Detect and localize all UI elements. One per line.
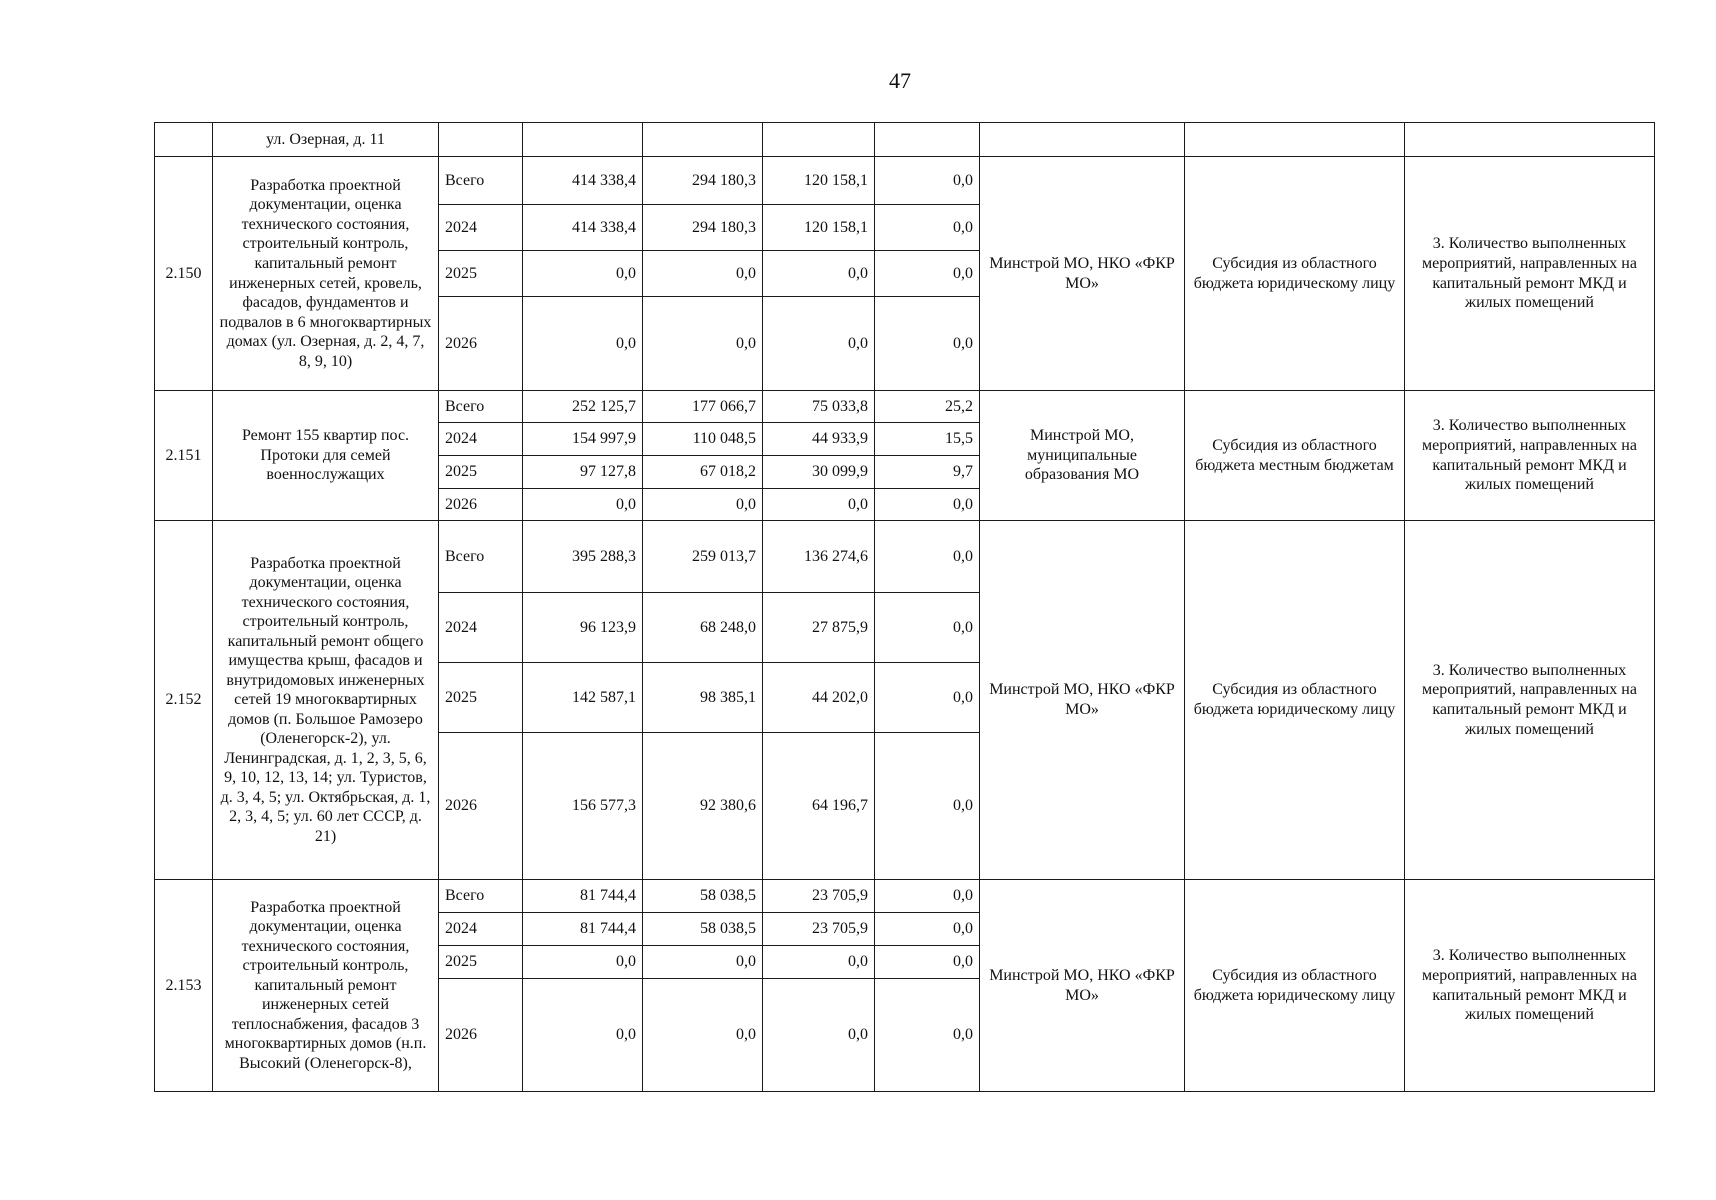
value-regional: 0,0 xyxy=(643,979,763,1092)
value-federal: 75 033,8 xyxy=(763,391,875,423)
value-total: 0,0 xyxy=(523,489,643,521)
value-regional: 92 380,6 xyxy=(643,733,763,880)
value-local: 0,0 xyxy=(875,251,980,297)
value-regional: 67 018,2 xyxy=(643,456,763,489)
table-row xyxy=(155,391,1655,423)
value-regional: 294 180,3 xyxy=(643,205,763,251)
executor-cell: Минстрой МО, НКО «ФКР МО» xyxy=(980,521,1185,880)
value-regional: 0,0 xyxy=(643,489,763,521)
year-cell: Всего xyxy=(439,391,523,423)
value-regional: 0,0 xyxy=(643,297,763,391)
value-regional: 259 013,7 xyxy=(643,521,763,593)
value-federal: 44 202,0 xyxy=(763,663,875,733)
year-cell: Всего xyxy=(439,880,523,913)
funding-source-cell: Субсидия из областного бюджета юридическому лицу xyxy=(1185,521,1405,880)
activity-number: 2.153 xyxy=(155,880,213,1092)
value-total: 154 997,9 xyxy=(523,423,643,456)
value-total: 252 125,7 xyxy=(523,391,643,423)
year-cell: 2025 xyxy=(439,663,523,733)
value-regional: 68 248,0 xyxy=(643,593,763,663)
activity-name: Разработка проектной документации, оценка технического состояния, строительный контроль, капитальный ремонт инженерных сетей теплоснабжения, фасадов 3 многоквартирных домов (н.п. Высокий (Оленегорск-8), xyxy=(213,880,439,1092)
year-cell: 2025 xyxy=(439,946,523,979)
value-total: 395 288,3 xyxy=(523,521,643,593)
value-regional: 110 048,5 xyxy=(643,423,763,456)
year-cell: 2026 xyxy=(439,979,523,1092)
value-federal: 136 274,6 xyxy=(763,521,875,593)
value-federal: 0,0 xyxy=(763,297,875,391)
value-regional: 294 180,3 xyxy=(643,157,763,205)
activity-number: 2.151 xyxy=(155,391,213,521)
activity-name: Ремонт 155 квартир пос. Протоки для семей военнослужащих xyxy=(213,391,439,521)
indicator-cell: 3. Количество выполненных мероприятий, направленных на капитальный ремонт МКД и жилых помещений xyxy=(1405,521,1655,880)
value-federal: 23 705,9 xyxy=(763,880,875,913)
year-cell: Всего xyxy=(439,521,523,593)
year-cell: 2024 xyxy=(439,205,523,251)
executor-cell: Минстрой МО, НКО «ФКР МО» xyxy=(980,880,1185,1092)
continuation-row xyxy=(155,123,1655,157)
value-total: 81 744,4 xyxy=(523,913,643,946)
value-local: 0,0 xyxy=(875,297,980,391)
value-federal: 0,0 xyxy=(763,946,875,979)
value-local: 9,7 xyxy=(875,456,980,489)
value-total: 0,0 xyxy=(523,251,643,297)
value-local: 0,0 xyxy=(875,663,980,733)
year-cell: 2025 xyxy=(439,456,523,489)
value-local: 0,0 xyxy=(875,593,980,663)
year-cell: 2024 xyxy=(439,913,523,946)
activity-name: Разработка проектной документации, оценка технического состояния, строительный контроль, капитальный ремонт инженерных сетей, кровель, фасадов, фундаментов и подвалов в 6 многоквартирных домах (ул. Озерная, д. 2, 4, 7, 8, 9, 10) xyxy=(213,157,439,391)
value-total: 0,0 xyxy=(523,979,643,1092)
value-federal: 64 196,7 xyxy=(763,733,875,880)
program-activities-table xyxy=(154,122,1655,1092)
value-local: 0,0 xyxy=(875,733,980,880)
year-cell: Всего xyxy=(439,157,523,205)
name-cell: ул. Озерная, д. 11 xyxy=(213,123,439,157)
executor-cell: Минстрой МО, муниципальные образования МО xyxy=(980,391,1185,521)
value-total: 97 127,8 xyxy=(523,456,643,489)
value-federal: 27 875,9 xyxy=(763,593,875,663)
value-total: 414 338,4 xyxy=(523,157,643,205)
value-total: 0,0 xyxy=(523,946,643,979)
indicator-cell: 3. Количество выполненных мероприятий, направленных на капитальный ремонт МКД и жилых помещений xyxy=(1405,880,1655,1092)
value-local: 0,0 xyxy=(875,913,980,946)
value-regional: 98 385,1 xyxy=(643,663,763,733)
value-regional: 0,0 xyxy=(643,946,763,979)
value-federal: 0,0 xyxy=(763,979,875,1092)
value-local: 0,0 xyxy=(875,157,980,205)
value-total: 96 123,9 xyxy=(523,593,643,663)
value-total: 414 338,4 xyxy=(523,205,643,251)
value-federal: 44 933,9 xyxy=(763,423,875,456)
funding-source-cell: Субсидия из областного бюджета местным бюджетам xyxy=(1185,391,1405,521)
indicator-cell: 3. Количество выполненных мероприятий, направленных на капитальный ремонт МКД и жилых помещений xyxy=(1405,391,1655,521)
year-cell: 2026 xyxy=(439,297,523,391)
value-federal: 0,0 xyxy=(763,251,875,297)
table-row xyxy=(155,880,1655,913)
table-row xyxy=(155,157,1655,205)
value-local: 25,2 xyxy=(875,391,980,423)
year-cell: 2024 xyxy=(439,593,523,663)
value-local: 0,0 xyxy=(875,205,980,251)
value-local: 0,0 xyxy=(875,880,980,913)
executor-cell: Минстрой МО, НКО «ФКР МО» xyxy=(980,157,1185,391)
value-federal: 120 158,1 xyxy=(763,157,875,205)
page-number: 47 xyxy=(889,68,911,93)
value-local: 0,0 xyxy=(875,521,980,593)
value-total: 81 744,4 xyxy=(523,880,643,913)
value-federal: 120 158,1 xyxy=(763,205,875,251)
value-local: 0,0 xyxy=(875,489,980,521)
funding-source-cell: Субсидия из областного бюджета юридическому лицу xyxy=(1185,880,1405,1092)
num-cell xyxy=(155,123,213,157)
activity-name: Разработка проектной документации, оценка технического состояния, строительный контроль, капитальный ремонт общего имущества крыш, фасадов и внутридомовых инженерных сетей 19 многоквартирных домов (п. Большое Рамозеро (Оленегорск-2), ул. Ленинградская, д. 1, 2, 3, 5, 6, 9, 10, 12, 13, 14; ул. Туристов, д. 3, 4, 5; ул. Октябрьская, д. 1, 2, 3, 4, 5; ул. 60 лет СССР, д. 21) xyxy=(213,521,439,880)
year-cell: 2024 xyxy=(439,423,523,456)
value-local: 15,5 xyxy=(875,423,980,456)
value-regional: 0,0 xyxy=(643,251,763,297)
activity-number: 2.152 xyxy=(155,521,213,880)
funding-source-cell: Субсидия из областного бюджета юридическому лицу xyxy=(1185,157,1405,391)
year-cell: 2026 xyxy=(439,733,523,880)
value-local: 0,0 xyxy=(875,979,980,1092)
activity-number: 2.150 xyxy=(155,157,213,391)
value-federal: 30 099,9 xyxy=(763,456,875,489)
value-local: 0,0 xyxy=(875,946,980,979)
value-federal: 23 705,9 xyxy=(763,913,875,946)
year-cell: 2026 xyxy=(439,489,523,521)
year-cell: 2025 xyxy=(439,251,523,297)
value-total: 0,0 xyxy=(523,297,643,391)
value-regional: 58 038,5 xyxy=(643,880,763,913)
table-row xyxy=(155,521,1655,593)
value-regional: 58 038,5 xyxy=(643,913,763,946)
value-regional: 177 066,7 xyxy=(643,391,763,423)
value-total: 156 577,3 xyxy=(523,733,643,880)
value-federal: 0,0 xyxy=(763,489,875,521)
indicator-cell: 3. Количество выполненных мероприятий, направленных на капитальный ремонт МКД и жилых помещений xyxy=(1405,157,1655,391)
value-total: 142 587,1 xyxy=(523,663,643,733)
